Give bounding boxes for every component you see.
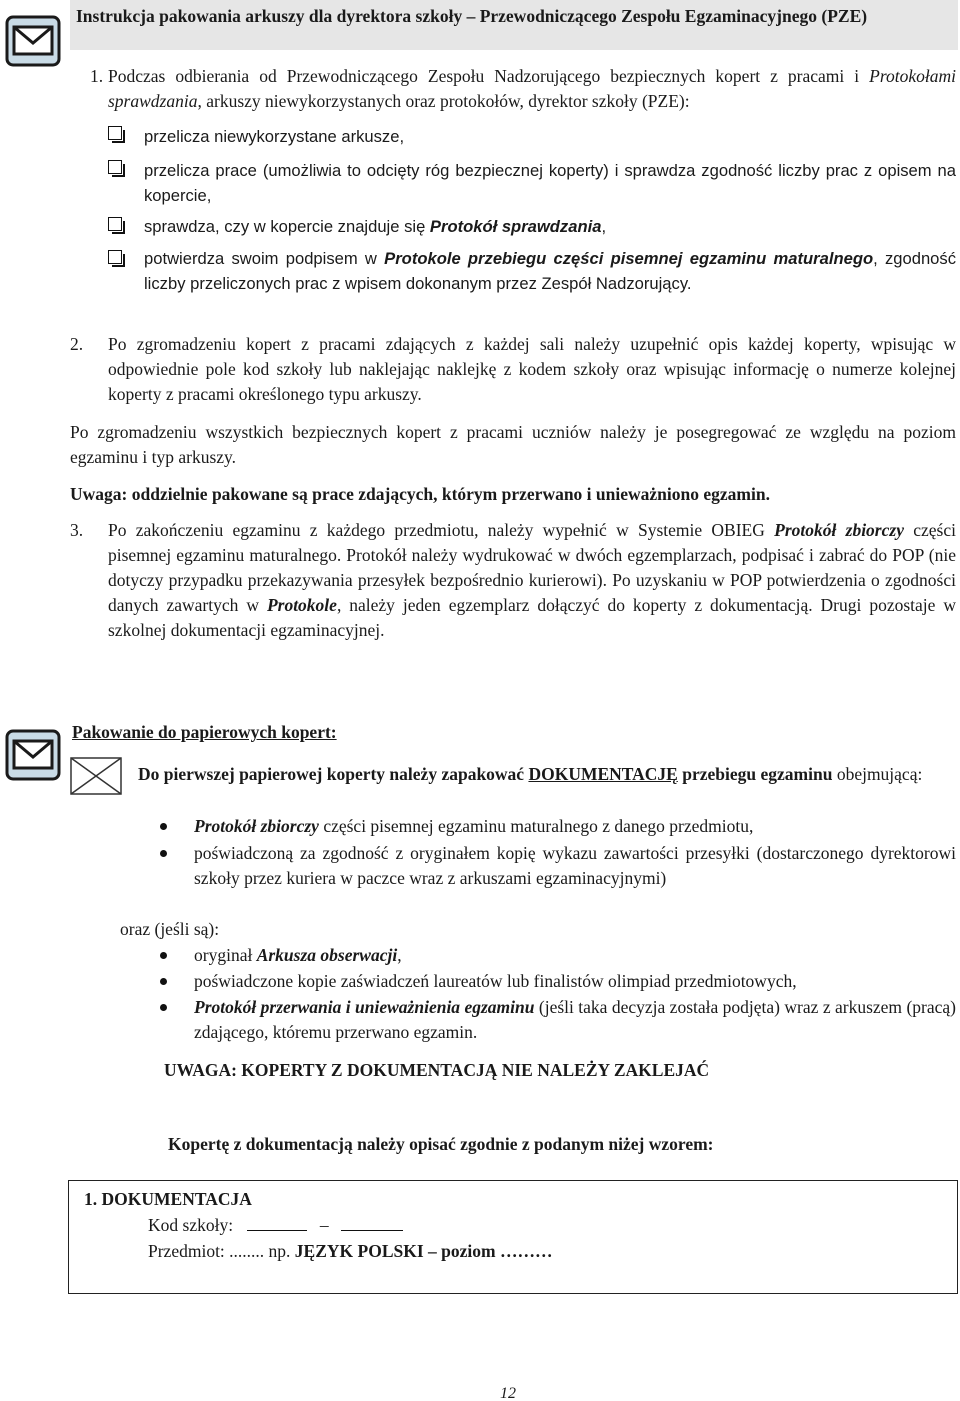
school-code-line: Kod szkoły: – xyxy=(148,1213,648,1238)
section-number: 1. xyxy=(90,66,104,86)
subject-line: Przedmiot: ........ np. JĘZYK POLSKI – poziom ……… xyxy=(148,1241,553,1261)
school-code-blank xyxy=(247,1213,307,1231)
checkbox-icon xyxy=(108,250,122,264)
section-2-text: Po zgromadzeniu kopert z pracami zdających z każdej sali należy uzupełnić opis każdej koperty, wpisując w odpowiednie pole kod szkoły lub naklejając naklejkę z kodem szkoły oraz wpisując informację o numerze kolejnej koperty z pracami określonego typu arkuszy. xyxy=(108,334,956,404)
warning-text: UWAGA: KOPERTY Z DOKUMENTACJĄ NIE NALEŻY ZAKLEJAĆ xyxy=(164,1060,710,1080)
bullet-item: poświadczone kopie zaświadczeń laureatów lub finalistów olimpiad przedmiotowych, xyxy=(194,971,797,991)
cross-icon xyxy=(70,757,122,795)
bullet-icon xyxy=(160,978,167,985)
instruction-title: Instrukcja pakowania arkuszy dla dyrektora szkoły – Przewodniczącego Zespołu Egzaminacyjnego (PZE) xyxy=(70,0,958,50)
note-paragraph: Uwaga: oddzielnie pakowane są prace zdających, którym przerwano i unieważniono egzamin. xyxy=(70,484,770,504)
bullet-icon xyxy=(160,850,167,857)
bullet-icon xyxy=(160,823,167,830)
describe-instruction: Kopertę z dokumentacją należy opisać zgodnie z podanym niżej wzorem: xyxy=(168,1134,714,1154)
envelope-icon xyxy=(4,14,62,68)
school-code-blank xyxy=(341,1213,403,1231)
page-number: 12 xyxy=(500,1385,516,1401)
checkbox-icon xyxy=(108,217,122,231)
packing-heading: Pakowanie do papierowych kopert: xyxy=(72,722,337,742)
template-title: 1. DOKUMENTACJA xyxy=(84,1189,252,1209)
bullet-icon xyxy=(160,952,167,959)
bullet-item: Protokół przerwania i unieważnienia egzaminu (jeśli taka decyzja została podjęta) wraz z arkuszem (pracą) zdającego, któremu przerwano egzamin. xyxy=(194,997,956,1042)
bullet-item: oryginał Arkusza obserwacji, xyxy=(194,945,402,965)
packing-lead: Do pierwszej papierowej koperty należy zapakować DOKUMENTACJĘ przebiegu egzaminu obejmującą: xyxy=(138,764,923,784)
check-item: sprawdza, czy w kopercie znajduje się Protokół sprawdzania, xyxy=(144,217,607,236)
section-1-intro: Podczas odbierania od Przewodniczącego Zespołu Nadzorującego bezpiecznych kopert z pracami i Protokołami sprawdzania, arkuszy niewykorzystanych oraz protokołów, dyrektor szkoły (PZE): xyxy=(108,66,956,111)
bullet-icon xyxy=(160,1004,167,1011)
bullet-item: poświadczoną za zgodność z oryginałem kopię wykazu zawartości przesyłki (dostarczonego dyrektorowi szkoły przez kuriera w paczce wraz z arkuszami egzaminacyjnymi) xyxy=(194,843,956,888)
envelope-icon xyxy=(4,728,62,782)
section-3-text: Po zakończeniu egzaminu z każdego przedmiotu, należy wypełnić w Systemie OBIEG Protokół zbiorczy części pisemnej egzaminu maturalnego. Protokół należy wydrukować w dwóch egzemplarzach, podpisać i zabrać do POP (nie dotyczy przypadku przekazywania przesyłek bezpośrednio kurierowi). Po uzyskaniu w POP potwierdzenia o zgodności danych zawartych w Protokole, należy jeden egzemplarz dołączyć do koperty z dokumentacją. Drugi pozostaje w szkolnej dokumentacji egzaminacyjnej. xyxy=(108,520,956,640)
checkbox-icon xyxy=(108,160,122,174)
section-number: 2. xyxy=(70,334,84,354)
segregation-paragraph: Po zgromadzeniu wszystkich bezpiecznych kopert z pracami uczniów należy je posegregować ze względu na poziom egzaminu i typ arkuszy. xyxy=(70,422,956,467)
checkbox-icon xyxy=(108,126,122,140)
bullet-item: Protokół zbiorczy części pisemnej egzaminu maturalnego z danego przedmiotu, xyxy=(194,816,754,836)
section-number: 3. xyxy=(70,520,84,540)
oraz-label: oraz (jeśli są): xyxy=(120,919,220,939)
check-item: potwierdza swoim podpisem w Protokole przebiegu części pisemnej egzaminu maturalnego, zgodność liczby przeliczonych prac z wpisem dokonanym przez Zespół Nadzorujący. xyxy=(144,249,956,293)
check-item: przelicza prace (umożliwia to odcięty róg bezpiecznej koperty) i sprawdza zgodność liczby prac z opisem na kopercie, xyxy=(144,161,956,205)
check-item: przelicza niewykorzystane arkusze, xyxy=(144,127,405,146)
